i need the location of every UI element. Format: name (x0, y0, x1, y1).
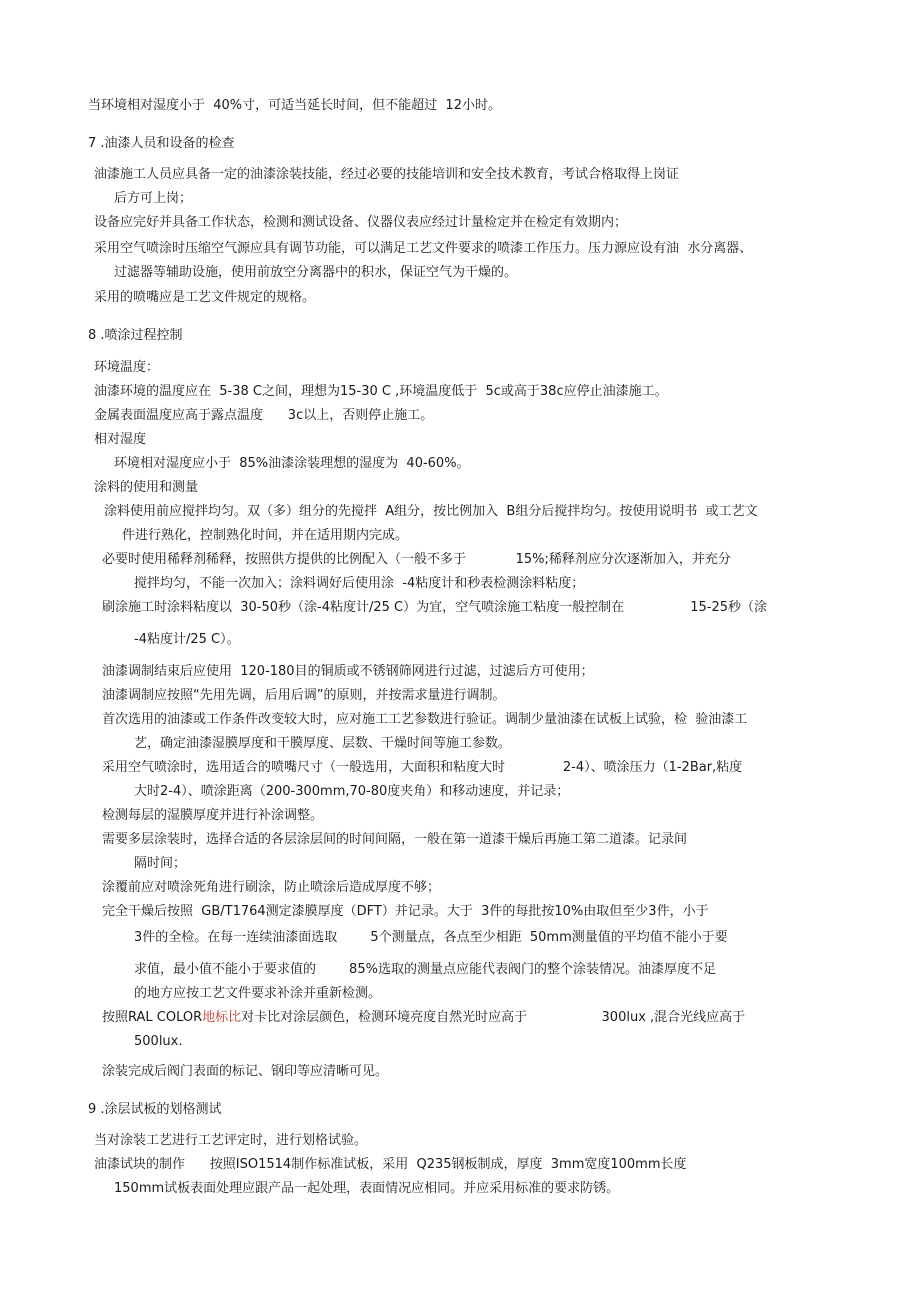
paragraph-line: -4粘度计/25 C）。 (134, 632, 240, 647)
paragraph-line: 隔时间； (134, 856, 187, 871)
paragraph-line: 涂料使用前应搅拌均匀。双（多）组分的先搅拌 A组分，按比例加入 B组分后搅拌均匀。按使用说明书 或工艺文 (104, 504, 758, 519)
paragraph-line: 当对涂装工艺进行工艺评定时，进行划格试验。 (94, 1133, 368, 1148)
paragraph-line (102, 1010, 745, 1026)
paragraph-line: 检测每层的湿膜厚度并进行补涂调整。 (102, 808, 324, 823)
paragraph-line: 油漆调制应按照“先用先调，后用后调”的原则，并按需求量进行调制。 (102, 688, 506, 703)
paragraph-line: 的地方应按工艺文件要求补涂并重新检测。 (134, 986, 382, 1001)
paragraph-line: 油漆调制结束后应使用 120-180目的铜质或不锈钢筛网进行过滤，过滤后方可使用； (102, 664, 594, 679)
paragraph-line: 当环境相对湿度小于 40%寸，可适当延长时间，但不能超过 12小时。 (88, 98, 501, 113)
paragraph-line: 采用的喷嘴应是工艺文件规定的规格。 (94, 290, 316, 305)
paragraph-line: 油漆环境的温度应在 5-38 C之间，理想为15-30 C ,环境温度低于 5c或高于38c应停止油漆施工。 (94, 384, 668, 399)
paragraph-line: 过滤器等辅助设施，使用前放空分离器中的积水，保证空气为干燥的。 (114, 265, 518, 280)
paragraph-line: 设备应完好并具备工作状态，检测和测试设备、仪器仪表应经过计量检定并在检定有效期内； (94, 215, 628, 230)
paragraph-line: 需要多层涂装时，选择合适的各层涂层间的时间间隔，一般在第一道漆干燥后再施工第二道漆。记录间 (102, 832, 688, 847)
paragraph-line: 涂料的使用和测量 (94, 480, 199, 495)
paragraph-line: 环境温度： (94, 360, 160, 375)
highlighted-text: 地标比 (202, 1010, 242, 1025)
paragraph-line: 500lux. (134, 1034, 183, 1049)
paragraph-line: 求值，最小值不能小于要求值的 85%选取的测量点应能代表阀门的整个涂装情况。油漆厚度不足 (134, 962, 716, 977)
paragraph-line: 环境相对湿度应小于 85%油漆涂装理想的湿度为 40-60%。 (114, 456, 470, 471)
paragraph-line: 完全干燥后按照 GB/T1764测定漆膜厚度（DFT）并记录。大于 3件的每批按10%由取但至少3件，小于 (102, 904, 709, 919)
paragraph-line: 油漆施工人员应具备一定的油漆涂装技能，经过必要的技能培训和安全技术教育，考试合格取得上岗证 (94, 167, 680, 182)
paragraph-line: 相对湿度 (94, 432, 147, 447)
paragraph-line: 件进行熟化，控制熟化时间，并在适用期内完成。 (122, 528, 409, 543)
paragraph-line: 涂覆前应对喷涂死角进行刷涂，防止喷涂后造成厚度不够； (102, 880, 441, 895)
paragraph-line: 搅拌均匀，不能一次加入；涂料调好后使用涂 -4粘度计和秒表检测涂料粘度； (134, 576, 585, 591)
paragraph-line: 采用空气喷涂时压缩空气源应具有调节功能，可以满足工艺文件要求的喷漆工作压力。压力源应设有油 水分离器、 (94, 241, 753, 256)
paragraph-line: 3件的全检。在每一连续油漆面选取 5个测量点，各点至少相距 50mm测量值的平均值不能小于要 (134, 930, 728, 945)
paragraph-line: 艺，确定油漆湿膜厚度和干膜厚度、层数、干燥时间等施工参数。 (134, 736, 512, 751)
paragraph-line: 首次选用的油漆或工作条件改变较大时，应对施工工艺参数进行验证。调制少量油漆在试板上试验，检 验油漆工 (102, 712, 748, 727)
section-heading-7: 7 .油漆人员和设备的检查 (88, 136, 235, 151)
paragraph-line: 涂装完成后阀门表面的标记、钢印等应清晰可见。 (102, 1064, 389, 1079)
paragraph-line: 后方可上岗； (114, 191, 193, 206)
paragraph-line: 刷涂施工时涂料粘度以 30-50秒（涂-4粘度计/25 C）为宜，空气喷涂施工粘度一般控制在 15-25秒（涂 (102, 600, 768, 615)
paragraph-line: 采用空气喷涂时，选用适合的喷嘴尺寸（一般选用，大面积和粘度大时 2-4）、喷涂压力（1-2Bar,粘度 (102, 760, 743, 775)
text-run: 按照RAL COLOR (102, 1010, 203, 1025)
paragraph-line: 油漆试块的制作 按照ISO1514制作标准试板，采用 Q235钢板制成，厚度 3mm宽度100mm长度 (94, 1157, 687, 1172)
paragraph-line: 金属表面温度应高于露点温度 3c以上，否则停止施工。 (94, 408, 434, 423)
section-heading-8: 8 .喷涂过程控制 (88, 328, 183, 343)
paragraph-line: 150mm试板表面处理应跟产品一起处理，表面情况应相同。并应采用标准的要求防锈。 (114, 1181, 620, 1196)
paragraph-line: 必要时使用稀释剂稀释，按照供方提供的比例配入（一般不多于 15%;稀释剂应分次逐渐加入，并充分 (102, 552, 731, 567)
paragraph-line: 大时2-4）、喷涂距离（200-300mm,70-80度夹角）和移动速度，并记录； (134, 784, 570, 799)
text-run: 对卡比对涂层颜色，检测环境亮度自然光时应高于 300lux ,混合光线应高于 (241, 1010, 746, 1025)
section-heading-9: 9 .涂层试板的划格测试 (88, 1102, 222, 1117)
